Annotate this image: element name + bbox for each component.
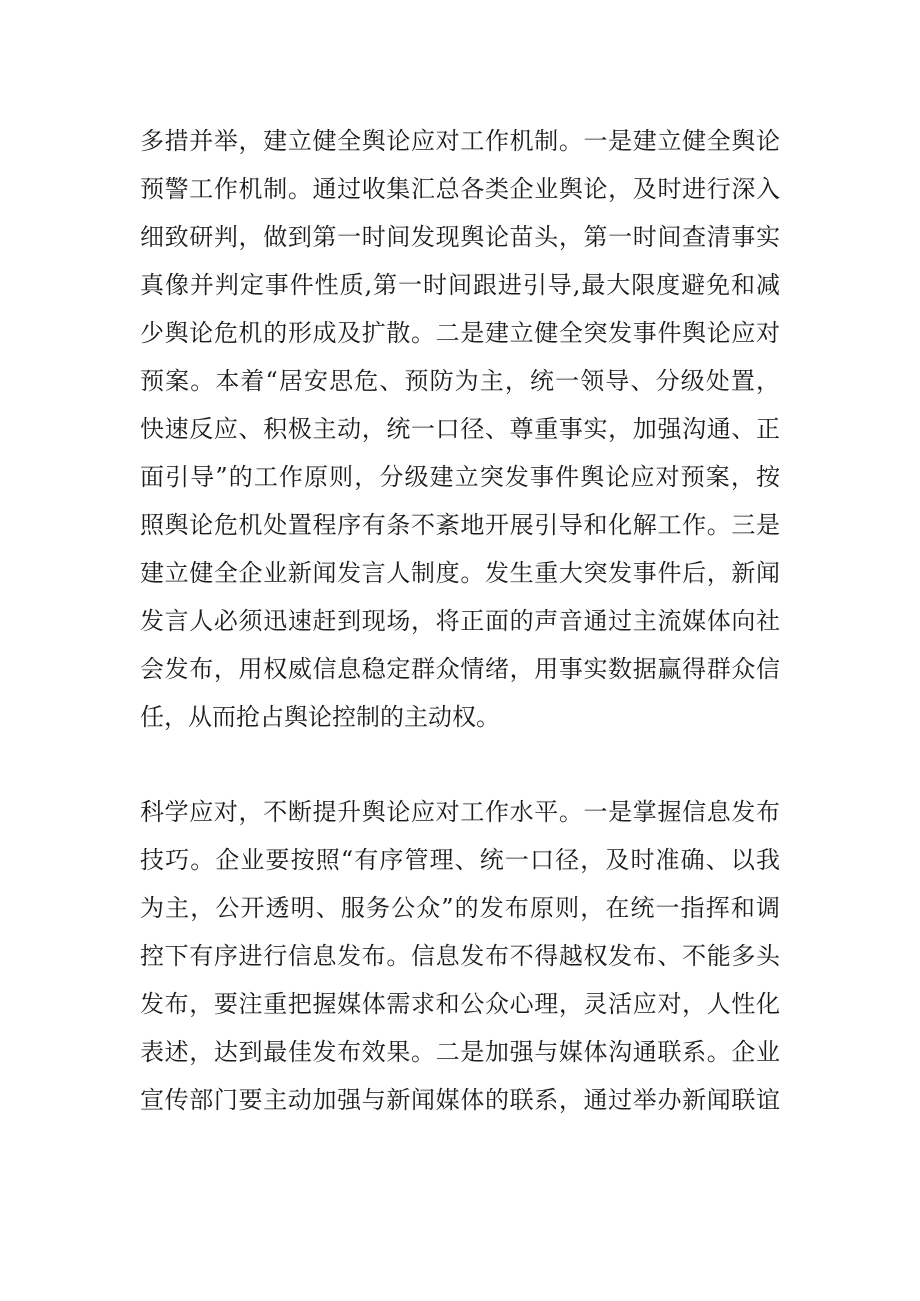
- text-line: 照舆论危机处置程序有条不紊地开展引导和化解工作。三是: [140, 511, 780, 539]
- text-line: 预案。本着“居安思危、预防为主，统一领导、分级处置，: [140, 367, 780, 395]
- text-line: 少舆论危机的形成及扩散。二是建立健全突发事件舆论应对: [140, 319, 780, 347]
- text-line: 面引导”的工作原则，分级建立突发事件舆论应对预案，按: [140, 463, 780, 491]
- text-line: 控下有序进行信息发布。信息发布不得越权发布、不能多头: [140, 942, 780, 970]
- text-line: 建立健全企业新闻发言人制度。发生重大突发事件后，新闻: [140, 559, 780, 587]
- text-line: 表述，达到最佳发布效果。二是加强与媒体沟通联系。企业: [140, 1038, 780, 1066]
- text-line: 真像并判定事件性质,第一时间跟进引导,最大限度避免和减: [140, 271, 780, 299]
- text-line: 宣传部门要主动加强与新闻媒体的联系，通过举办新闻联谊: [140, 1086, 780, 1114]
- text-line: 多措并举，建立健全舆论应对工作机制。一是建立健全舆论: [140, 127, 780, 155]
- text-line: 发言人必须迅速赶到现场，将正面的声音通过主流媒体向社: [140, 607, 780, 635]
- text-line: 任，从而抢占舆论控制的主动权。: [140, 703, 500, 731]
- text-line: 技巧。企业要按照“有序管理、统一口径，及时准确、以我: [140, 846, 780, 874]
- paragraph-scientific-response: [140, 788, 780, 1124]
- text-line: 发布，要注重把握媒体需求和公众心理，灵活应对，人性化: [140, 990, 780, 1018]
- text-line: 细致研判，做到第一时间发现舆论苗头，第一时间查清事实: [140, 223, 780, 251]
- text-line: 会发布，用权威信息稳定群众情绪，用事实数据赢得群众信: [140, 655, 780, 683]
- text-line: 预警工作机制。通过收集汇总各类企业舆论，及时进行深入: [140, 175, 780, 203]
- text-line: 快速反应、积极主动，统一口径、尊重事实，加强沟通、正: [140, 415, 780, 443]
- text-line: 为主，公开透明、服务公众”的发布原则，在统一指挥和调: [140, 894, 780, 922]
- text-line: 科学应对，不断提升舆论应对工作水平。一是掌握信息发布: [140, 798, 780, 826]
- paragraph-public-opinion-mechanism: [140, 117, 780, 741]
